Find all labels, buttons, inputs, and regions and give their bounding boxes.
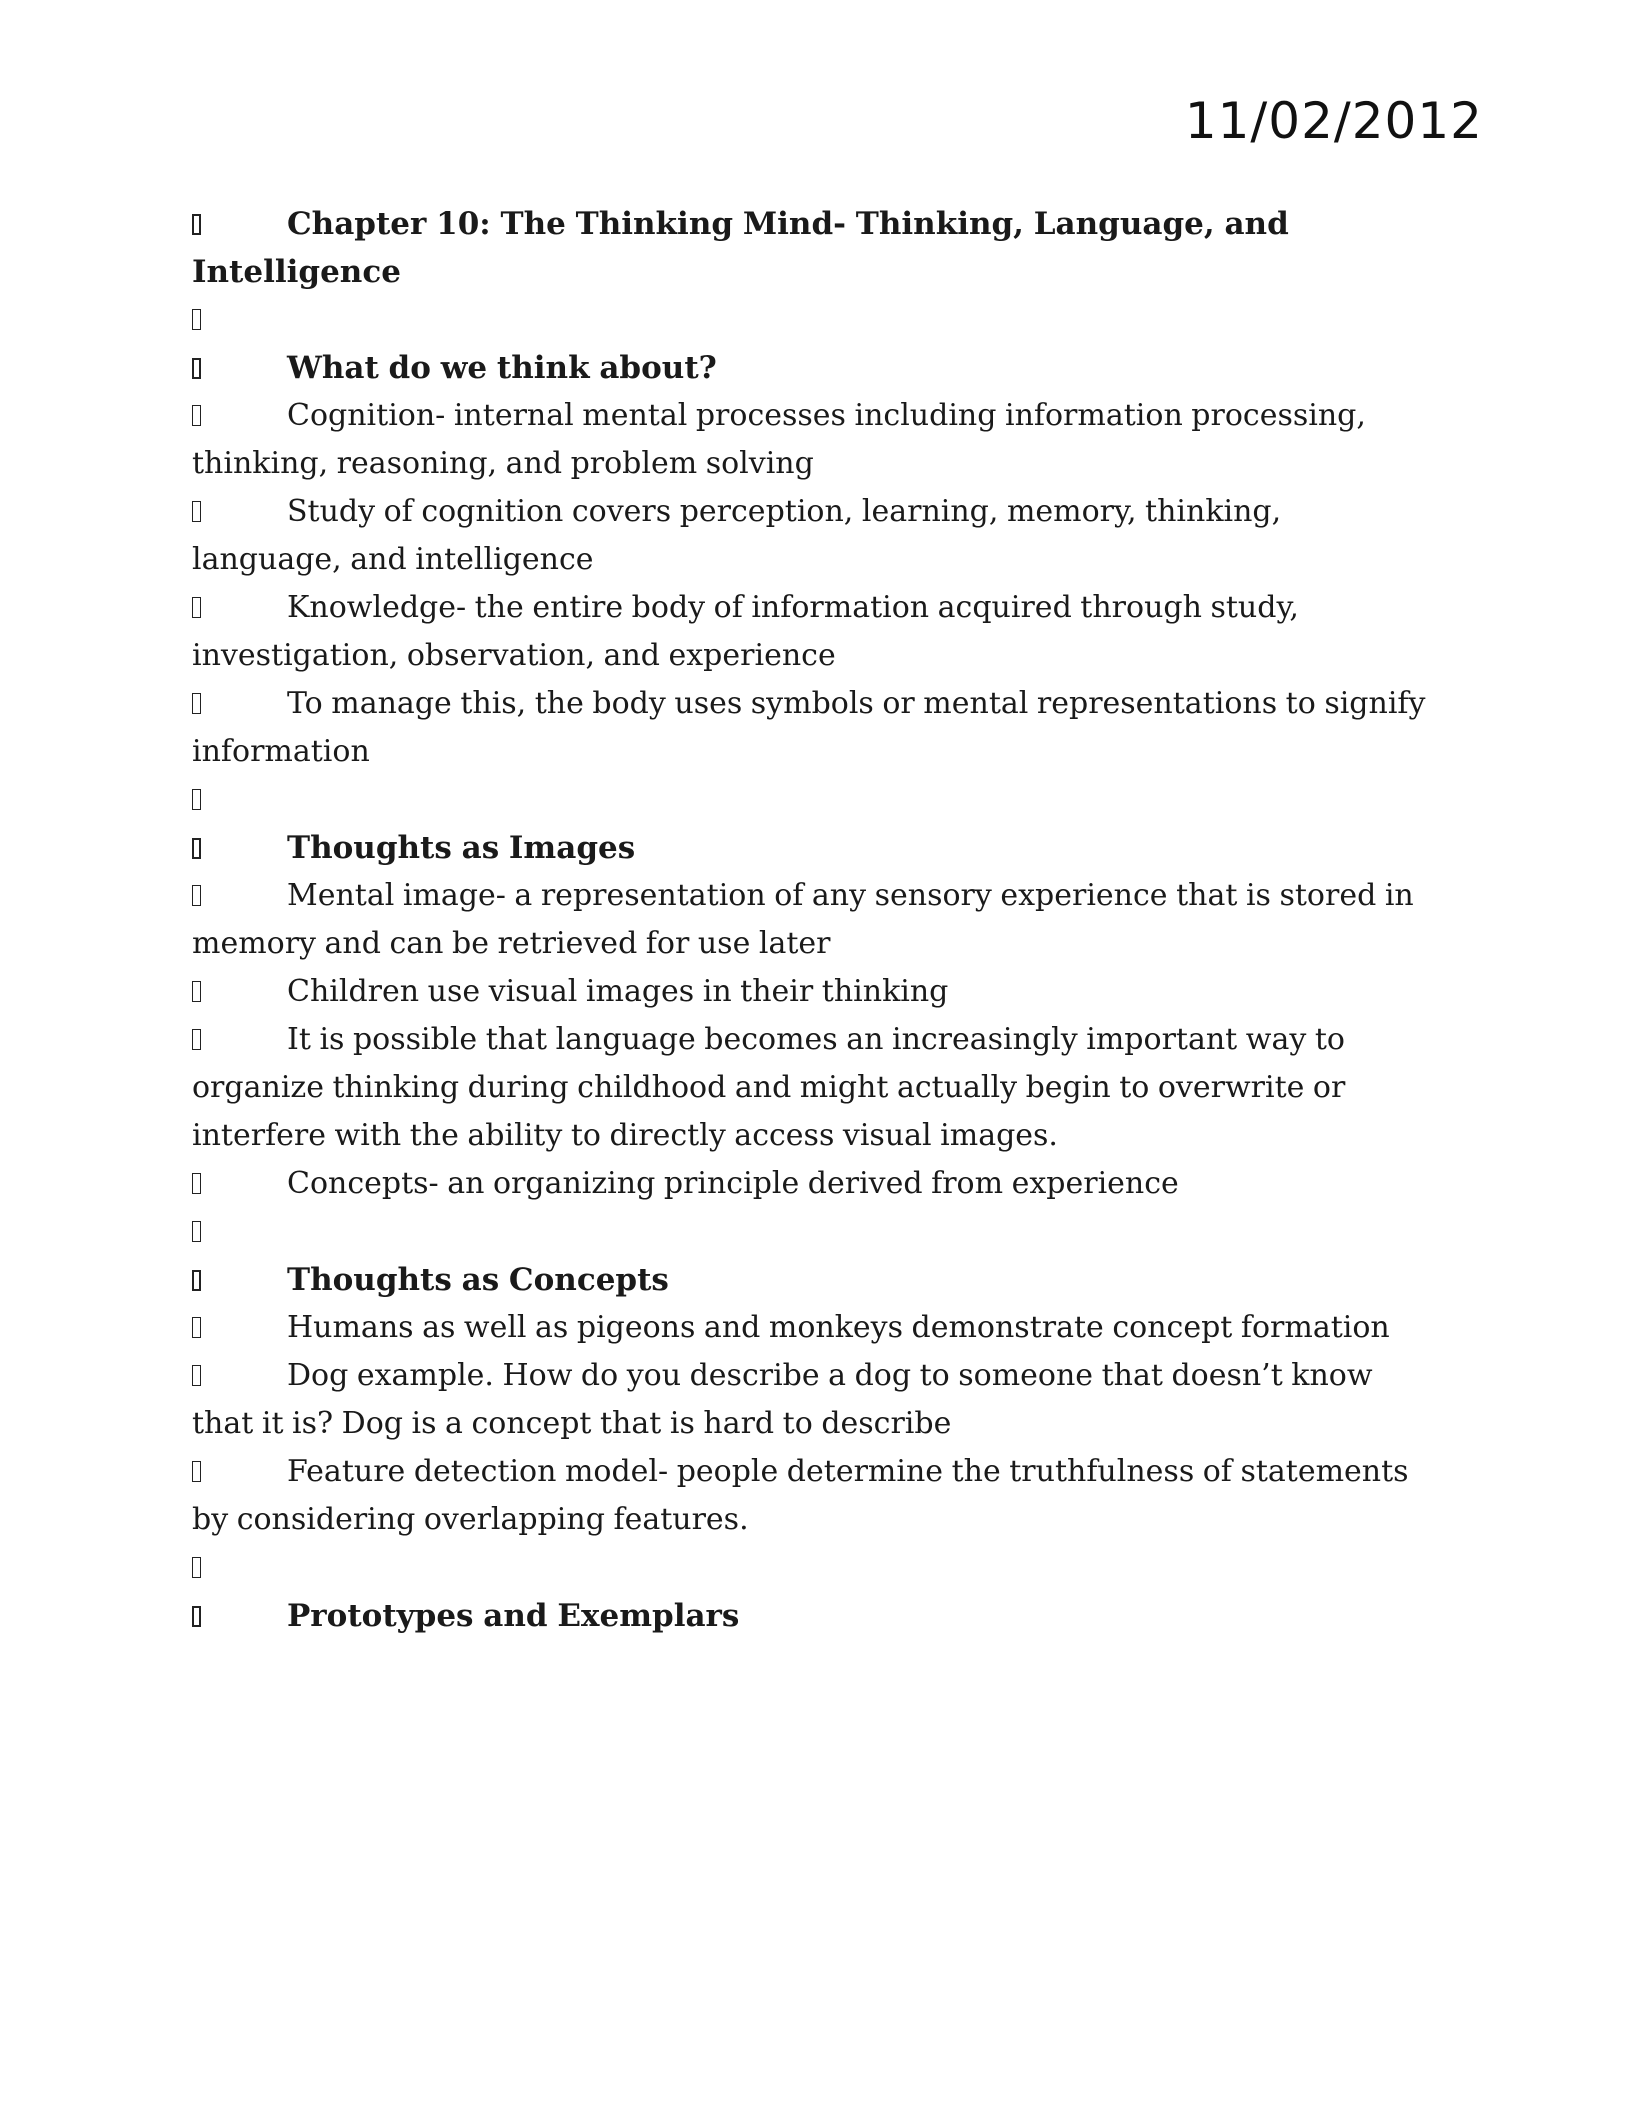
notes-content — [192, 200, 1432, 1640]
bullet-icon — [192, 214, 201, 235]
empty-line — [192, 776, 1432, 824]
bullet-line — [192, 680, 1432, 776]
bullet-icon — [192, 1557, 201, 1578]
line-text: To manage this, the body uses symbols or mental representations to signify information — [192, 686, 1426, 769]
bullet-line — [192, 968, 1432, 1016]
line-text: Dog example. How do you describe a dog to someone that doesn’t know that it is? Dog is a concept that is hard to describe — [192, 1358, 1373, 1441]
line-text: Thoughts as Images — [287, 830, 636, 866]
line-text: Feature detection model- people determine the truthfulness of statements by considering overlapping features. — [192, 1454, 1409, 1537]
line-text: What do we think about? — [287, 350, 717, 386]
line-text: Concepts- an organizing principle derived from experience — [287, 1166, 1179, 1201]
bullet-icon — [192, 1221, 201, 1242]
heading-line — [192, 344, 1432, 392]
bullet-line — [192, 392, 1432, 488]
bullet-line — [192, 1304, 1432, 1352]
bullet-icon — [192, 597, 201, 618]
bullet-icon — [192, 1606, 201, 1627]
bullet-line — [192, 1448, 1432, 1544]
bullet-icon — [192, 693, 201, 714]
bullet-icon — [192, 1317, 201, 1338]
bullet-icon — [192, 358, 201, 379]
line-text: Prototypes and Exemplars — [287, 1598, 740, 1634]
bullet-line — [192, 1352, 1432, 1448]
heading-line — [192, 1256, 1432, 1304]
bullet-line — [192, 1160, 1432, 1208]
line-text: Mental image- a representation of any sensory experience that is stored in memory and can be retrieved for use later — [192, 878, 1414, 961]
line-text: Chapter 10: The Thinking Mind- Thinking, Language, and Intelligence — [192, 206, 1289, 290]
bullet-icon — [192, 838, 201, 859]
line-text: Humans as well as pigeons and monkeys demonstrate concept formation — [287, 1310, 1390, 1345]
bullet-icon — [192, 885, 201, 906]
heading-line — [192, 824, 1432, 872]
bullet-icon — [192, 789, 201, 810]
bullet-icon — [192, 1173, 201, 1194]
line-text: Knowledge- the entire body of information acquired through study, investigation, observation, and experience — [192, 590, 1299, 673]
heading-line — [192, 1592, 1432, 1640]
line-text: Children use visual images in their thinking — [287, 974, 949, 1009]
bullet-line — [192, 872, 1432, 968]
bullet-icon — [192, 981, 201, 1002]
empty-line — [192, 1544, 1432, 1592]
document-date: 11/02/2012 — [1184, 92, 1483, 150]
empty-line — [192, 296, 1432, 344]
bullet-icon — [192, 1461, 201, 1482]
heading-line — [192, 200, 1432, 296]
line-text: Thoughts as Concepts — [287, 1262, 669, 1298]
bullet-line — [192, 584, 1432, 680]
bullet-line — [192, 1016, 1432, 1160]
line-text: Cognition- internal mental processes including information processing, thinking, reasoning, and problem solving — [192, 398, 1366, 481]
bullet-icon — [192, 1029, 201, 1050]
bullet-icon — [192, 1365, 201, 1386]
empty-line — [192, 1208, 1432, 1256]
bullet-icon — [192, 1270, 201, 1291]
bullet-icon — [192, 501, 201, 522]
line-text: Study of cognition covers perception, learning, memory, thinking, language, and intelligence — [192, 494, 1282, 577]
line-text: It is possible that language becomes an increasingly important way to organize thinking during childhood and might actually begin to overwrite or interfere with the ability to directly access visual images. — [192, 1022, 1346, 1153]
bullet-icon — [192, 405, 201, 426]
bullet-line — [192, 488, 1432, 584]
bullet-icon — [192, 309, 201, 330]
